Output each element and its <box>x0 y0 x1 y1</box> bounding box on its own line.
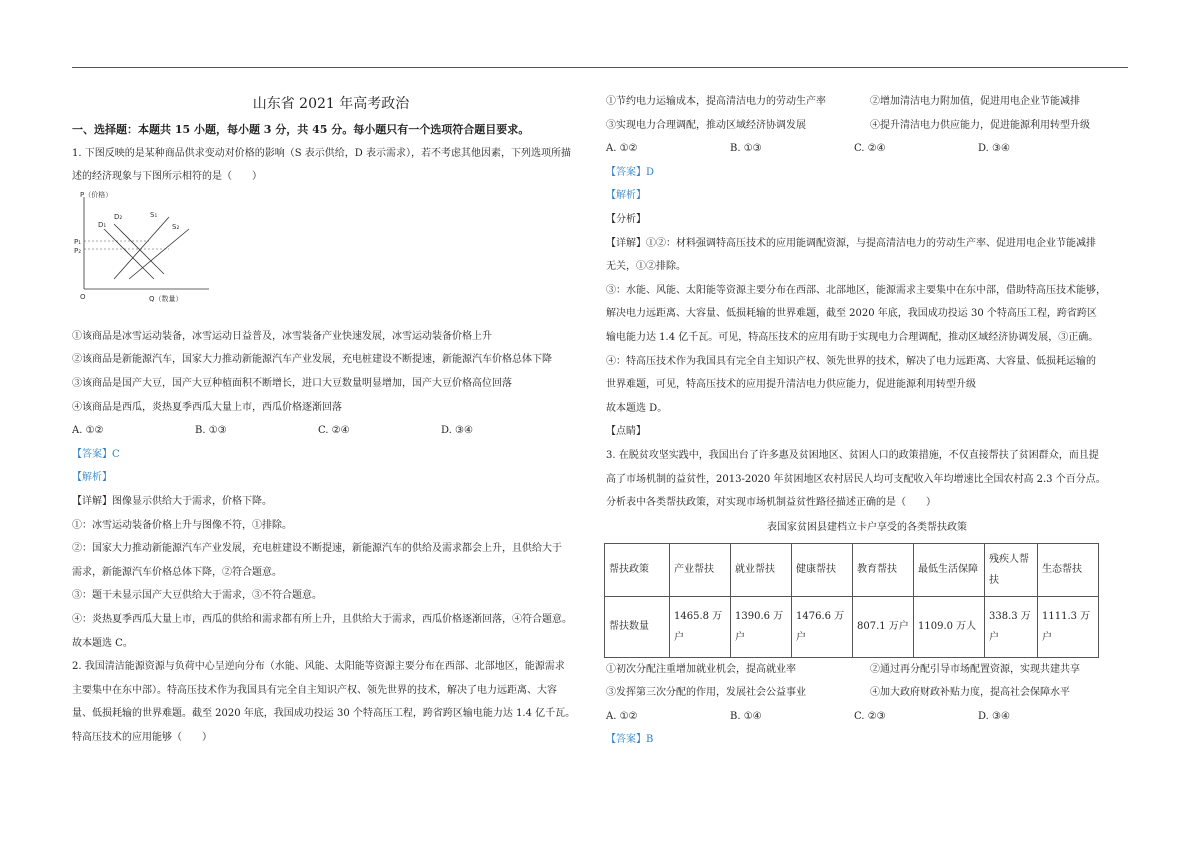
policy-table <box>604 543 1099 658</box>
q2-item: ②增加清洁电力附加值，促进用电企业节能减排 <box>870 96 1080 107</box>
q3-item: ③发挥第三次分配的作用，发展社会公益事业 <box>606 687 806 699</box>
header-rule <box>72 67 1128 68</box>
q3-stem-line: 分析表中各类帮扶政策，对实现市场机制益贫性路径描述正确的是（ ） <box>606 497 936 509</box>
q1-stem-line: 1. 下图反映的是某种商品供求变动对价格的影响（S 表示供给，D 表示需求），若不考虑其他因素，下列选项所描 <box>72 147 571 159</box>
table-cell: 338.3 万户 <box>985 596 1038 657</box>
q2-options <box>606 137 1128 161</box>
option-c: C. ②④ <box>318 425 350 437</box>
q3-options <box>606 705 1128 729</box>
option-b: B. ①④ <box>730 710 762 722</box>
table-cell: 1109.0 万人 <box>914 596 985 657</box>
q1-item: ②该商品是新能源汽车，国家大力推动新能源汽车产业发展，充电桩建设不断提速，新能源汽车价格总体下降 <box>72 354 552 366</box>
table-cell: 最低生活保障 <box>914 543 985 596</box>
q2-stem-line: 特高压技术的应用能够（ ） <box>72 731 212 743</box>
q1-item: ①该商品是冰雪运动装备，冰雪运动日益普及，冰雪装备产业快速发展，冰雪运动装备价格上升 <box>72 330 492 342</box>
table-cell: 1476.6 万户 <box>792 596 853 657</box>
table-cell: 1465.8 万户 <box>670 596 731 657</box>
q3-stem-line: 高了市场机制的益贫性，2013-2020 年贫困地区农村居民人均可支配收入年均增速比全国农村高 2.3 个百分点。 <box>606 473 1106 485</box>
q2-detail-line: 【详解】①②：材料强调特高压技术的应用能调配资源，与提高清洁电力的劳动生产率、促进用电企业节能减排 <box>606 237 1096 249</box>
q2-detail-line: 解决电力远距离、大容量、低损耗输的世界难题，截至 2020 年底，我国成功投运 30 个特高压工程，跨省跨区 <box>606 308 1097 320</box>
q2-detail-line: 输电能力达 1.4 亿千瓦。可见，特高压技术的应用有助于实现电力合理调配，推动区域经济协调发展，③正确。 <box>606 331 1099 343</box>
option-a: A. ①② <box>606 143 638 155</box>
table-cell: 807.1 万户 <box>853 596 914 657</box>
s1-label: S₁ <box>150 210 158 219</box>
q1-detail-line: ②：国家大力推动新能源汽车产业发展，充电桩建设不断提速，新能源汽车的供给及需求都会上升，且供给大于 <box>72 543 562 555</box>
option-d: D. ③④ <box>978 143 1010 155</box>
q2-dianjing-tag: 【点睛】 <box>606 426 646 438</box>
option-c: C. ②③ <box>854 710 886 722</box>
table-caption: 表国家贫困县建档立卡户享受的各类帮扶政策 <box>767 521 967 533</box>
q1-stem-line: 述的经济现象与下图所示相符的是（ ） <box>72 171 262 183</box>
q2-detail-line: 无关，①②排除。 <box>606 261 686 273</box>
q1-detail-line: 故本题选 C。 <box>72 637 133 649</box>
q2-detail-line: ③：水能、风能、太阳能等资源主要分布在西部、北部地区，能源需求主要集中在东中部，借助特高压技术能够， <box>606 284 1106 296</box>
q2-item: ③实现电力合理调配，推动区域经济协调发展 <box>606 119 806 131</box>
q1-options <box>72 419 590 443</box>
q3-items-row <box>606 681 1128 705</box>
q3-item: ①初次分配注重增加就业机会，提高就业率 <box>606 663 796 675</box>
section-heading: 一、选择题：本题共 15 小题，每小题 3 分，共 45 分。每小题只有一个选项符合题目要求。 <box>72 123 530 136</box>
table-cell: 1390.6 万户 <box>731 596 792 657</box>
option-b: B. ①③ <box>195 425 227 437</box>
option-a: A. ①② <box>606 710 638 722</box>
q3-answer: 【答案】B <box>606 734 654 746</box>
right-column <box>606 90 1128 752</box>
q1-detail-line: ④：炎热夏季西瓜大量上市，西瓜的供给和需求都有所上升，且供给大于需求，西瓜价格逐渐回落，④符合题意。 <box>72 613 572 625</box>
q2-analysis-tag: 【解析】 <box>606 190 646 202</box>
q1-detail-line: ③：题干未显示国产大豆供给大于需求，③不符合题意。 <box>72 590 322 602</box>
q3-stem-line: 3. 在脱贫攻坚实践中，我国出台了许多惠及贫困地区、贫困人口的政策措施，不仅直接帮扶了贫困群众，而且提 <box>606 449 1099 461</box>
table-cell: 1111.3 万户 <box>1038 596 1099 657</box>
q1-detail-line: ①：冰雪运动装备价格上升与图像不符，①排除。 <box>72 519 292 531</box>
q1-item: ④该商品是西瓜，炎热夏季西瓜大量上市，西瓜价格逐渐回落 <box>72 401 342 413</box>
option-d: D. ③④ <box>441 425 473 437</box>
page-title: 山东省 2021 年高考政治 <box>252 96 410 112</box>
option-a: A. ①② <box>72 425 104 437</box>
table-cell: 产业帮扶 <box>670 543 731 596</box>
option-b: B. ①③ <box>730 143 762 155</box>
s2-curve <box>129 229 189 279</box>
q2-item: ①节约电力运输成本，提高清洁电力的劳动生产率 <box>606 96 826 107</box>
table-cell: 帮扶数量 <box>605 596 670 657</box>
left-column <box>72 90 590 749</box>
q1-detail-line: 需求，新能源汽车价格总体下降，②符合题意。 <box>72 566 282 578</box>
q1-answer: 【答案】C <box>72 448 120 460</box>
d1-label: D₁ <box>98 220 107 229</box>
table-cell: 健康帮扶 <box>792 543 853 596</box>
q1-item: ③该商品是国产大豆，国产大豆种植面积不断增长，进口大豆数量明显增加，国产大豆价格高位回落 <box>72 377 512 389</box>
s2-label: S₂ <box>172 222 180 231</box>
q3-item: ④加大政府财政补贴力度，提高社会保障水平 <box>870 687 1070 699</box>
q2-fenxi-tag: 【分析】 <box>606 213 646 225</box>
s1-curve <box>114 217 169 279</box>
q2-answer: 【答案】D <box>606 166 655 178</box>
supply-demand-graph <box>72 189 590 325</box>
d1-curve <box>104 229 154 279</box>
table-cell: 教育帮扶 <box>853 543 914 596</box>
q3-item: ②通过再分配引导市场配置资源，实现共建共享 <box>870 663 1080 675</box>
y-axis-label: P（价格） <box>80 190 113 199</box>
table-cell: 生态帮扶 <box>1038 543 1099 596</box>
x-axis-label: Q（数量） <box>149 294 183 303</box>
q2-items-row <box>606 90 1128 114</box>
option-d: D. ③④ <box>978 710 1010 722</box>
d2-label: D₂ <box>114 212 123 221</box>
table-cell: 就业帮扶 <box>731 543 792 596</box>
option-c: C. ②④ <box>854 143 886 155</box>
q3-items-row <box>606 658 1128 682</box>
table-row <box>605 543 1099 596</box>
q1-analysis-tag: 【解析】 <box>72 472 112 484</box>
p1-label: P₁ <box>74 237 82 246</box>
p2-label: P₂ <box>74 246 82 255</box>
q2-stem-line: 2. 我国清洁能源资源与负荷中心呈逆向分布（水能、风能、太阳能等资源主要分布在西部、北部地区，能源需求 <box>72 661 565 673</box>
q2-stem-line: 量、低损耗输的世界难题。截至 2020 年底，我国成功投运 30 个特高压工程，跨省跨区输电能力达 1.4 亿千瓦。 <box>72 708 576 720</box>
q2-items-row <box>606 114 1128 138</box>
q1-detail-line: 【详解】图像显示供给大于需求，价格下降。 <box>72 495 272 507</box>
q2-detail-line: 故本题选 D。 <box>606 402 668 414</box>
table-row <box>605 596 1099 657</box>
q2-stem-line: 主要集中在东中部）。特高压技术作为我国具有完全自主知识产权、领先世界的技术，解决了电力远距离、大容 <box>72 684 557 696</box>
table-cell: 残疾人帮扶 <box>985 543 1038 596</box>
q2-detail-line: ④：特高压技术作为我国具有完全自主知识产权、领先世界的技术，解决了电力远距离、大容量、低损耗运输的 <box>606 355 1096 367</box>
q2-item: ④提升清洁电力供应能力，促进能源利用转型升级 <box>870 119 1090 131</box>
table-cell: 帮扶政策 <box>605 543 670 596</box>
q2-detail-line: 世界难题，可见，特高压技术的应用提升清洁电力供应能力，促进能源利用转型升级 <box>606 379 976 391</box>
origin-label: O <box>80 292 86 301</box>
